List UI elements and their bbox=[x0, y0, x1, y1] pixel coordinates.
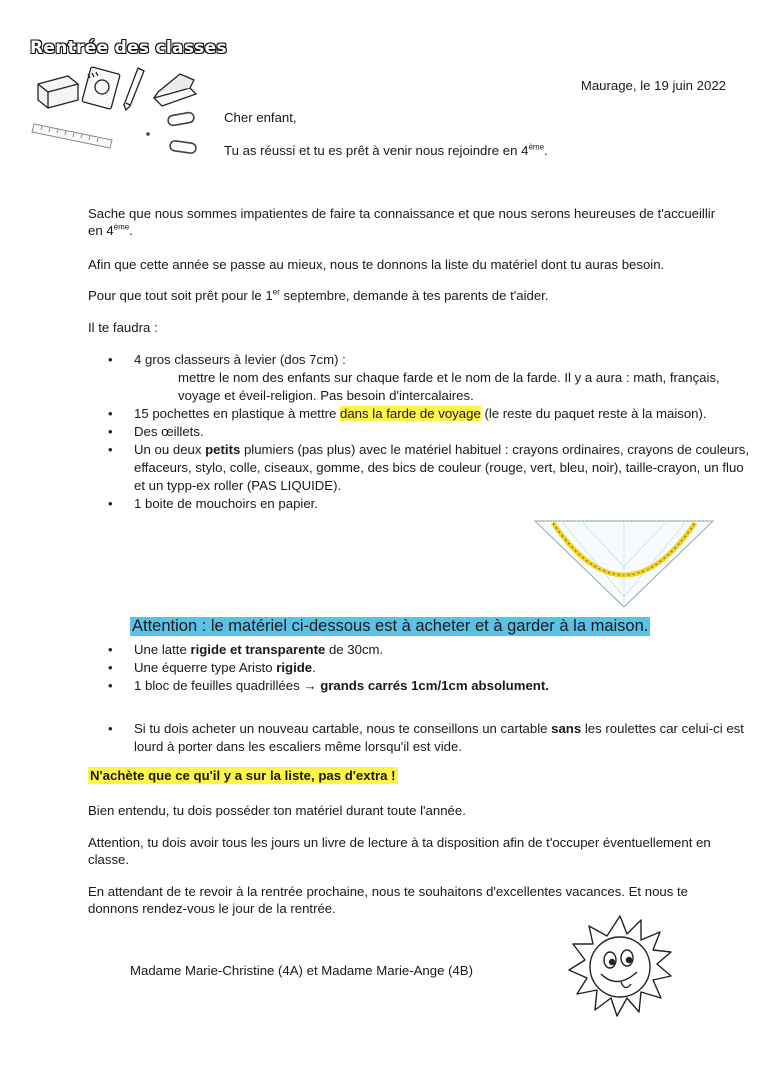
school-supplies-illustration bbox=[30, 62, 205, 167]
pencil-icon bbox=[124, 68, 144, 110]
stapler-icon bbox=[154, 74, 196, 106]
header-title-art: Rentrée des classes bbox=[30, 38, 227, 58]
salutation: Cher enfant, bbox=[224, 110, 297, 125]
cartable-note bbox=[88, 720, 754, 756]
notebook-icon bbox=[82, 67, 120, 110]
place-date: Maurage, le 19 juin 2022 bbox=[580, 78, 726, 93]
list-item: • Si tu dois acheter un nouveau cartable, nous te conseillons un cartable sans les roulettes car celui-ci est lourd à porter dans les escaliers même lorsqu'il est vide. bbox=[134, 720, 754, 756]
list-item: • 15 pochettes en plastique à mettre dans la farde de voyage (le reste du paquet reste à la maison). bbox=[134, 405, 754, 423]
closing-paragraph-3: En attendant de te revoir à la rentrée prochaine, nous te souhaitons d'excellentes vacances. Et nous te donnons rendez-vous le jour de la rentrée. bbox=[88, 884, 688, 916]
attention-banner: Attention : le matériel ci-dessous est à acheter et à garder à la maison. bbox=[132, 617, 649, 635]
signature: Madame Marie-Christine (4A) et Madame Marie-Ange (4B) bbox=[130, 963, 473, 978]
intro-paragraph-2: Afin que cette année se passe au mieux, nous te donnons la liste du matériel dont tu auras besoin. bbox=[88, 257, 665, 272]
material-list bbox=[88, 351, 754, 513]
list-item: • 1 bloc de feuilles quadrillées → grands carrés 1cm/1cm absolument. bbox=[134, 677, 754, 695]
list-item: • 4 gros classeurs à levier (dos 7cm) : mettre le nom des enfants sur chaque farde et le nom de la farde. Il y a aura : math, français, voyage et éveil-religion. Pas besoin d'intercalaires. bbox=[134, 351, 754, 405]
closing-paragraph-2: Attention, tu dois avoir tous les jours un livre de lecture à ta disposition afin de t'occuper éventuellement en classe. bbox=[88, 835, 711, 867]
intro-paragraph-4: Il te faudra : bbox=[88, 320, 158, 335]
warning-banner: N'achète que ce qu'il y a sur la liste, pas d'extra ! bbox=[90, 768, 396, 783]
highlight-voyage: dans la farde de voyage bbox=[340, 406, 481, 421]
set-square-icon bbox=[533, 517, 715, 609]
greeting-line: Tu as réussi et tu es prêt à venir nous rejoindre en 4ème. bbox=[224, 142, 548, 158]
list-item: • Une latte rigide et transparente de 30cm. bbox=[134, 641, 754, 659]
sun-icon bbox=[565, 912, 675, 1022]
closing-paragraph-1: Bien entendu, tu dois posséder ton matériel durant toute l'année. bbox=[88, 803, 466, 818]
paperclip-icon bbox=[147, 112, 197, 154]
intro-paragraph-3: Pour que tout soit prêt pour le 1er septembre, demande à tes parents de t'aider. bbox=[88, 287, 549, 303]
intro-paragraph-1: Sache que nous sommes impatientes de faire ta connaissance et que nous serons heureuses de t'accueillir en 4ème. bbox=[88, 206, 716, 238]
list-item: • Des œillets. bbox=[134, 423, 754, 441]
list-item: • 1 boite de mouchoirs en papier. bbox=[134, 495, 754, 513]
ruler-icon bbox=[32, 124, 112, 148]
list-item: • Un ou deux petits plumiers (pas plus) avec le matériel habituel : crayons ordinaires, crayons de couleurs, effaceurs, stylo, colle, ciseaux, gomme, des bics de couleur (rouge, vert, bleu, noir), taille-crayon, un fluo et un typp-ex roller (PAS LIQUIDE). bbox=[134, 441, 754, 495]
list-item: • Une équerre type Aristo rigide. bbox=[134, 659, 754, 677]
eraser-icon bbox=[38, 76, 78, 108]
home-material-list bbox=[88, 641, 754, 695]
